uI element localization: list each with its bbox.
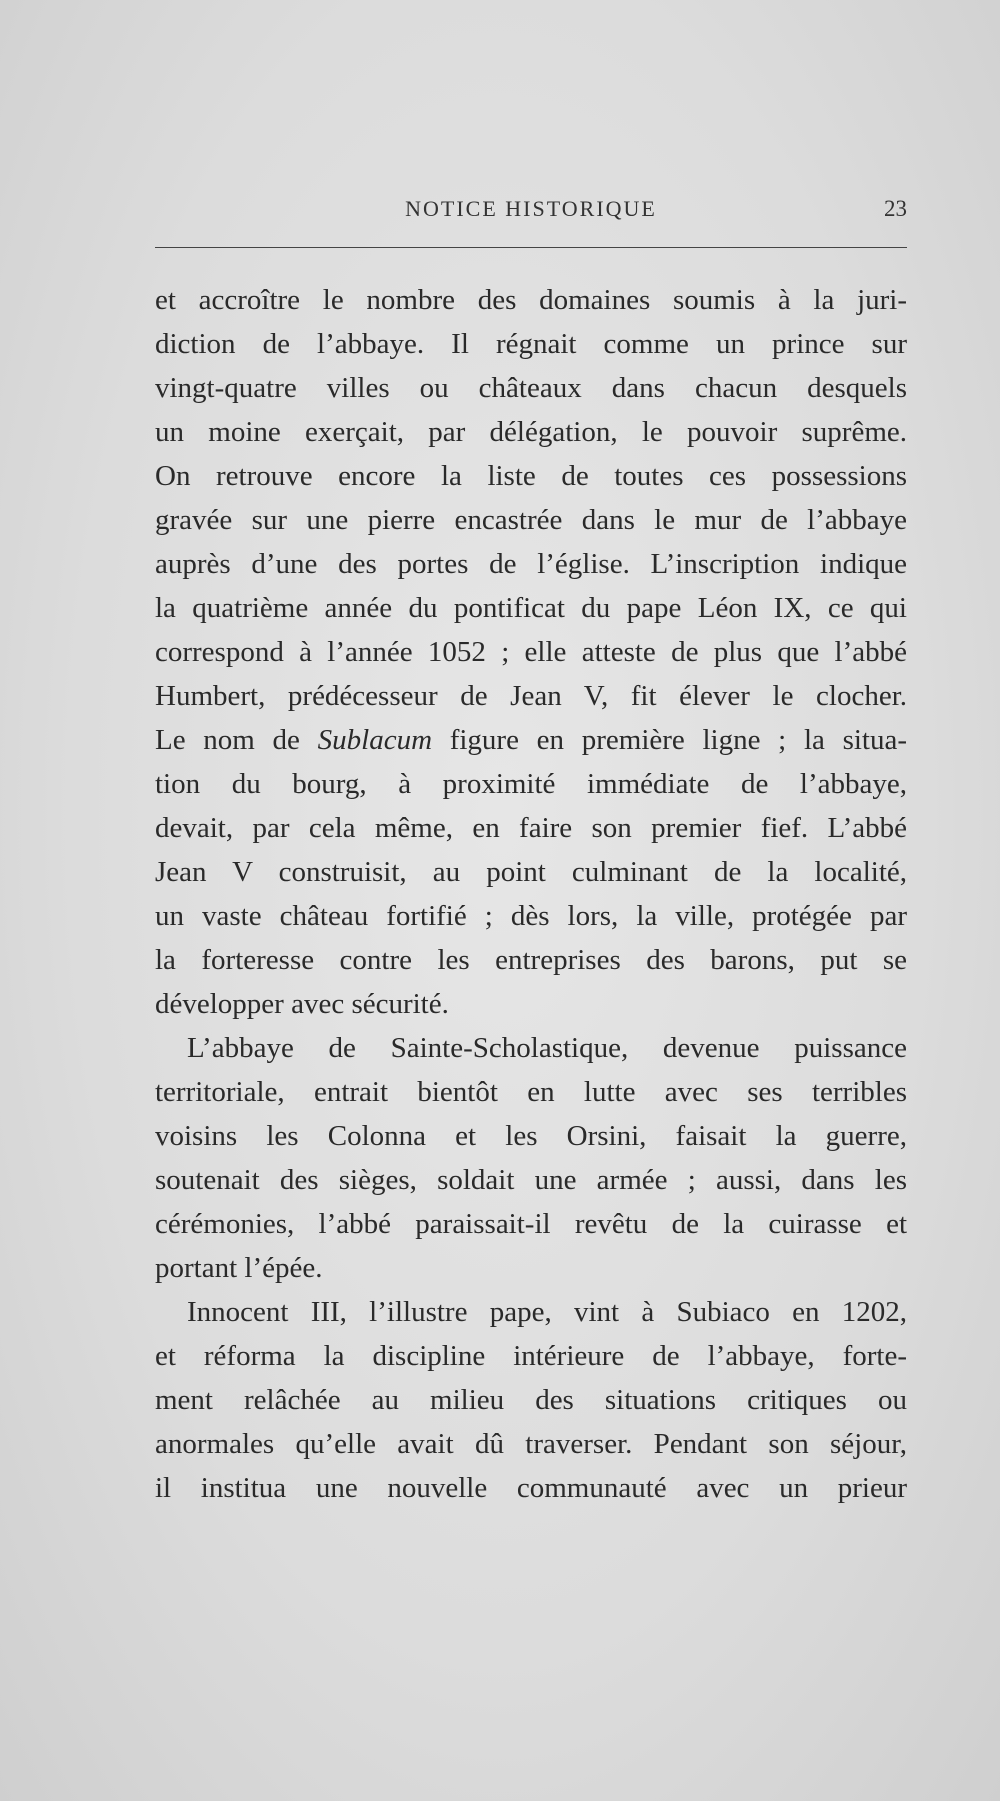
text-line: ment relâchée au milieu des situations critiques ou — [155, 1384, 907, 1416]
text-line: un vaste château fortifié ; dès lors, la ville, protégée par — [155, 900, 907, 932]
text-line: portant l’épée. — [155, 1252, 323, 1284]
text-line: il institua une nouvelle communauté avec un prieur — [155, 1472, 907, 1504]
text-line: un moine exerçait, par délégation, le pouvoir suprême. — [155, 416, 907, 448]
text-line: voisins les Colonna et les Orsini, faisait la guerre, — [155, 1120, 907, 1152]
text-line: territoriale, entrait bientôt en lutte avec ses terribles — [155, 1076, 907, 1108]
body-text — [155, 278, 907, 1510]
text-line: auprès d’une des portes de l’église. L’inscription indique — [155, 548, 907, 580]
text-line: Jean V construisit, au point culminant de la localité, — [155, 856, 907, 888]
text-line: gravée sur une pierre encastrée dans le mur de l’abbaye — [155, 504, 907, 536]
italic-word: Sublacum — [317, 724, 433, 756]
text-line: On retrouve encore la liste de toutes ces possessions — [155, 460, 907, 492]
text-line: tion du bourg, à proximité immédiate de l’abbaye, — [155, 768, 907, 800]
header-rule — [155, 247, 907, 248]
text-line: cérémonies, l’abbé paraissait-il revêtu de la cuirasse et — [155, 1208, 907, 1240]
text-segment: Le nom de — [155, 724, 318, 756]
text-line: diction de l’abbaye. Il régnait comme un prince sur — [155, 328, 907, 360]
text-line: la quatrième année du pontificat du pape Léon IX, ce qui — [155, 592, 907, 624]
text-line: Innocent III, l’illustre pape, vint à Subiaco en 1202, — [187, 1296, 907, 1328]
running-head — [155, 196, 907, 232]
page-number: 23 — [884, 196, 907, 221]
text-line: et accroître le nombre des domaines soumis à la juri- — [155, 284, 907, 316]
text-line: L’abbaye de Sainte-Scholastique, devenue puissance — [187, 1032, 907, 1064]
text-line: soutenait des sièges, soldait une armée ; aussi, dans les — [155, 1164, 907, 1196]
text-line: vingt-quatre villes ou châteaux dans chacun desquels — [155, 372, 907, 404]
text-line: anormales qu’elle avait dû traverser. Pendant son séjour, — [155, 1428, 907, 1460]
text-segment: figure en première ligne ; la situa- — [432, 724, 907, 756]
text-line-with-italic — [155, 718, 907, 762]
text-line: la forteresse contre les entreprises des barons, put se — [155, 944, 907, 976]
running-title: NOTICE HISTORIQUE — [405, 196, 657, 221]
text-line: correspond à l’année 1052 ; elle atteste de plus que l’abbé — [155, 636, 907, 668]
text-line: et réforma la discipline intérieure de l’abbaye, forte- — [155, 1340, 907, 1372]
text-line: devait, par cela même, en faire son premier fief. L’abbé — [155, 812, 907, 844]
text-line: Humbert, prédécesseur de Jean V, fit élever le clocher. — [155, 680, 907, 712]
text-line: développer avec sécurité. — [155, 988, 449, 1020]
